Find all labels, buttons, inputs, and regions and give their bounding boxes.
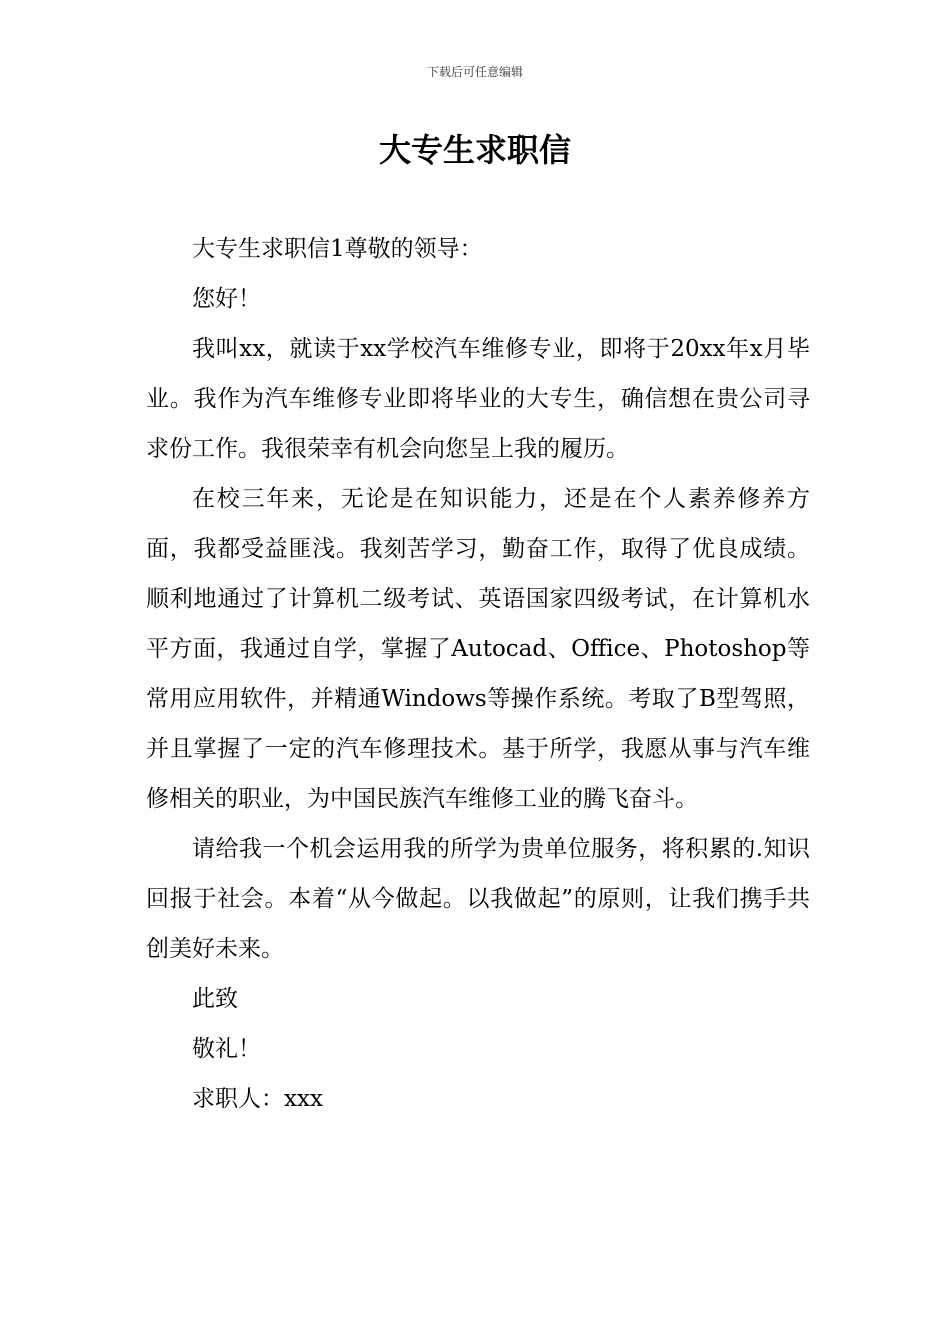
letter-body [146, 224, 810, 1124]
letter-signature: 求职人：xxx [192, 1086, 323, 1112]
letter-closing-1: 此致 [192, 986, 238, 1012]
header-note: 下载后可任意编辑 [426, 65, 523, 79]
document-title: 大专生求职信 [378, 131, 571, 169]
letter-closing-2: 敬礼！ [192, 1036, 261, 1062]
letter-salutation: 您好！ [192, 286, 261, 312]
letter-paragraph-skills: 在校三年来，无论是在知识能力，还是在个人素养修养方面，我都受益匪浅。我刻苦学习，勤奋工作，取得了优良成绩。顺利地通过了计算机二级考试、英语国家四级考试，在计算机水平方面，我通过自学，掌握了Autocad、Office、Photoshop等常用应用软件，并精通Windows等操作系统。考取了B型驾照，并且掌握了一定的汽车修理技术。基于所学，我愿从事与汽车维修相关的职业，为中国民族汽车维修工业的腾飞奋斗。 [146, 486, 810, 812]
letter-paragraph-intro: 我叫xx，就读于xx学校汽车维修专业，即将于20xx年x月毕业。我作为汽车维修专业即将毕业的大专生，确信想在贵公司寻求份工作。我很荣幸有机会向您呈上我的履历。 [146, 336, 810, 462]
letter-paragraph-request: 请给我一个机会运用我的所学为贵单位服务，将积累的.知识回报于社会。本着“从今做起。以我做起”的原则，让我们携手共创美好未来。 [146, 836, 810, 962]
letter-greeting: 大专生求职信1尊敬的领导： [192, 236, 483, 262]
